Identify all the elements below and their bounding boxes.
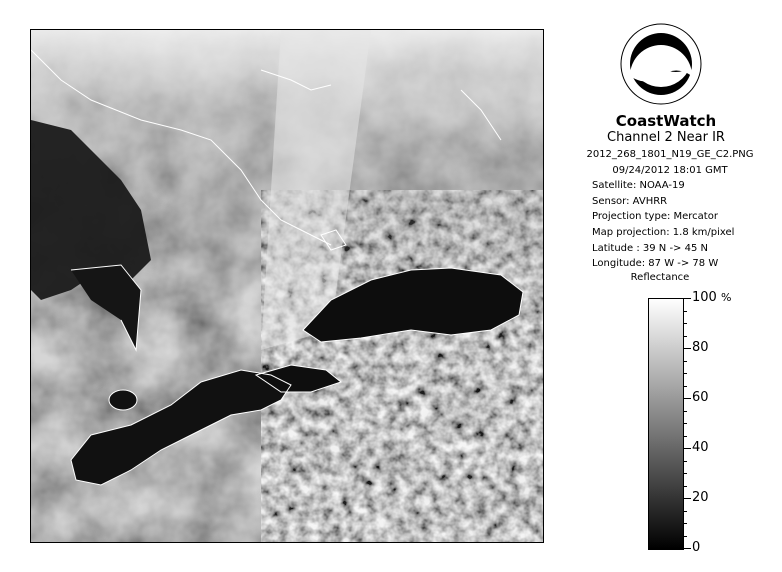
noaa-logo xyxy=(620,23,702,105)
colorbar-minor-tick xyxy=(683,511,687,512)
filename-text: 2012_268_1801_N19_GE_C2.PNG xyxy=(586,149,754,160)
colorbar-major-tick xyxy=(683,498,691,499)
page-title: CoastWatch xyxy=(615,112,717,130)
colorbar-minor-tick xyxy=(683,523,687,524)
colorbar-major-tick xyxy=(683,548,691,549)
colorbar-major-tick xyxy=(683,398,691,399)
colorbar-minor-tick xyxy=(683,361,687,362)
satellite-text: Satellite: NOAA-19 xyxy=(592,180,685,192)
colorbar-unit: % xyxy=(721,291,732,304)
reflectance-colorbar xyxy=(648,298,684,550)
colorbar-tick-label: 80 xyxy=(692,340,709,355)
colorbar-minor-tick xyxy=(683,486,687,487)
colorbar-tick-label: 40 xyxy=(692,440,709,455)
colorbar-tick-label: 0 xyxy=(692,540,701,555)
logo-text: NOAA xyxy=(647,47,675,57)
colorbar-title: Reflectance xyxy=(630,272,690,283)
colorbar-tick-label: 20 xyxy=(692,490,709,505)
colorbar-minor-tick xyxy=(683,386,687,387)
colorbar-minor-tick xyxy=(683,436,687,437)
colorbar-minor-tick xyxy=(683,423,687,424)
channel-subtitle: Channel 2 Near IR xyxy=(607,130,725,145)
colorbar-minor-tick xyxy=(683,311,687,312)
colorbar-minor-tick xyxy=(683,336,687,337)
latitude-text: Latitude : 39 N -> 45 N xyxy=(592,242,708,254)
colorbar-major-tick xyxy=(683,448,691,449)
longitude-text: Longitude: 87 W -> 78 W xyxy=(592,258,719,270)
metadata-block xyxy=(570,147,770,272)
sensor-text: Sensor: AVHRR xyxy=(592,195,668,207)
colorbar-minor-tick xyxy=(683,411,687,412)
colorbar-major-tick xyxy=(683,348,691,349)
colorbar-minor-tick xyxy=(683,461,687,462)
colorbar-tick-label: 100 xyxy=(692,290,717,305)
map-projection-text: Map projection: 1.8 km/pixel xyxy=(592,226,735,238)
colorbar-minor-tick xyxy=(683,373,687,374)
colorbar-minor-tick xyxy=(683,323,687,324)
colorbar-tick-label: 60 xyxy=(692,390,709,405)
satellite-scene xyxy=(31,30,543,542)
satellite-image xyxy=(30,29,544,543)
colorbar-minor-tick xyxy=(683,536,687,537)
datetime-text: 09/24/2012 18:01 GMT xyxy=(612,164,728,176)
colorbar-major-tick xyxy=(683,298,691,299)
projection-type-text: Projection type: Mercator xyxy=(592,211,718,223)
colorbar-minor-tick xyxy=(683,473,687,474)
